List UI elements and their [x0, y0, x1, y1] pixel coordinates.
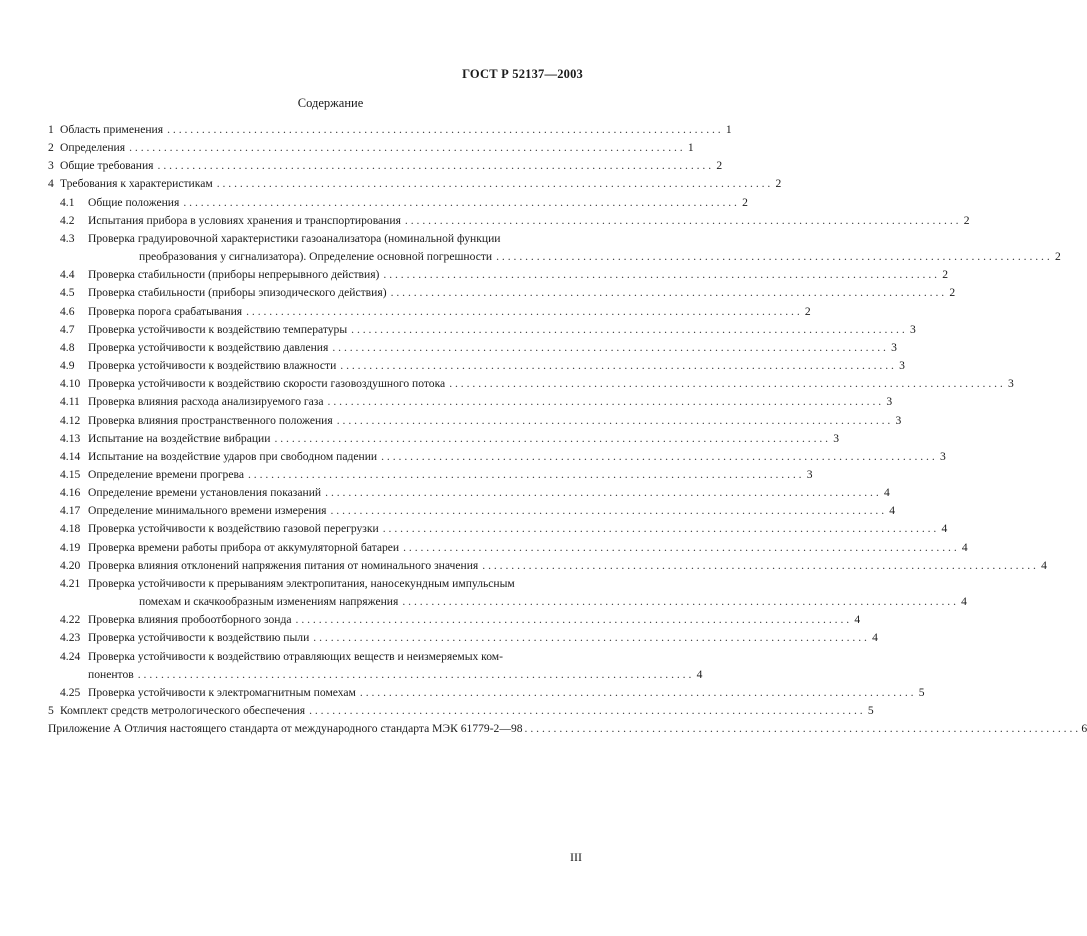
toc-entry[interactable]: [48, 284, 956, 302]
toc-entry-title: Проверка устойчивости к воздействию давления: [88, 340, 329, 354]
toc-entry-title: Проверка устойчивости к воздействию температуры: [88, 322, 348, 336]
toc-entry-number: 4.10: [60, 377, 81, 391]
page-number: III: [570, 850, 582, 864]
toc-entry-number: 4.1: [60, 195, 75, 209]
toc-entry-page: 4: [854, 613, 861, 627]
dot-leader: [449, 375, 1003, 393]
dot-leader: [383, 520, 937, 538]
toc-entry-page: 2: [942, 268, 949, 282]
toc-entry-title: Область применения: [60, 123, 164, 136]
toc-title: Содержание: [297, 96, 364, 110]
toc-entry-number: 4.12: [60, 413, 81, 427]
toc-entry-page: 3: [895, 413, 902, 427]
toc-entry[interactable]: [48, 212, 970, 230]
toc-entry-page: 4: [961, 540, 968, 554]
toc-entry-number: 1: [48, 123, 54, 136]
toc-entry-number: 4.3: [60, 231, 75, 245]
dot-leader: [183, 194, 737, 212]
toc-entry-title: Проверка устойчивости к электромагнитным помехам: [88, 685, 356, 699]
toc-entry[interactable]: [48, 539, 968, 557]
toc-entry-number: 4.4: [60, 268, 75, 282]
dot-leader: [351, 321, 905, 339]
toc-entry-number: 4.15: [60, 467, 81, 481]
toc-entry-title: Испытание на воздействие вибрации: [88, 431, 271, 445]
dot-leader: [129, 139, 683, 157]
toc-entry-title: Проверка влияния пространственного положения: [88, 413, 333, 427]
dot-leader: [296, 611, 850, 629]
toc-entry-title: Проверка градуировочной характеристики газоанализатора (номинальной функции: [88, 231, 501, 245]
toc-entry-title: Проверка влияния пробоотборного зонда: [88, 613, 292, 627]
toc-entry-number: 4.2: [60, 213, 75, 227]
toc-entry-number: 4.24: [60, 649, 81, 663]
toc-entry-page: 1: [725, 123, 732, 136]
toc-entry-number: 4.9: [60, 359, 75, 373]
toc-entry-number: 2: [48, 141, 54, 155]
toc-entry-page: 3: [886, 395, 893, 409]
toc-entry-number: 4.23: [60, 631, 81, 645]
dot-leader: [328, 393, 882, 411]
dot-leader: [330, 502, 884, 520]
toc-entry-number: 4.14: [60, 449, 81, 463]
toc-entry-number: 4.16: [60, 486, 81, 500]
dot-leader: [381, 448, 935, 466]
dot-leader: [391, 284, 945, 302]
toc-entry-page: 2: [716, 159, 723, 173]
toc-entry-page: 4: [872, 631, 878, 645]
toc-entry[interactable]: [48, 121, 732, 139]
toc-entry[interactable]: [48, 139, 694, 157]
toc-entry-page: 1: [687, 141, 694, 155]
toc-entry[interactable]: [48, 430, 840, 448]
dot-leader: [158, 157, 712, 175]
table-of-contents: [48, 121, 1087, 738]
toc-entry-title: Комплект средств метрологического обеспечения: [60, 704, 306, 717]
toc-entry-title: Проверка устойчивости к воздействию газовой перегрузки: [88, 522, 379, 536]
toc-entry-title: Испытание на воздействие ударов при свободном падении: [88, 449, 378, 463]
toc-entry[interactable]: [48, 702, 874, 720]
toc-entry-number: 3: [48, 159, 54, 173]
toc-entry-page: 3: [939, 449, 946, 463]
toc-entry[interactable]: [48, 448, 946, 466]
toc-entry-page: 2: [775, 177, 782, 191]
dot-leader: [383, 266, 937, 284]
toc-entry-appendix[interactable]: [48, 720, 1087, 738]
toc-entry-number: 4.19: [60, 540, 81, 554]
toc-entry[interactable]: [48, 230, 1061, 266]
toc-entry[interactable]: [48, 393, 893, 411]
toc-entry-number: 4.6: [60, 304, 75, 318]
toc-entry[interactable]: [48, 266, 949, 284]
toc-entry-number: 4.25: [60, 685, 81, 699]
toc-entry-page: 4: [889, 504, 896, 518]
toc-entry[interactable]: [48, 303, 811, 321]
toc-entry-title-continuation: помехам и скачкообразным изменениям напряжения: [139, 595, 399, 609]
appendix-page: 6: [1081, 722, 1087, 736]
toc-entry[interactable]: [48, 484, 890, 502]
toc-entry-number: 4.8: [60, 340, 75, 354]
toc-entry-title-continuation: понентов: [88, 667, 134, 681]
toc-entry-number: 4.21: [60, 576, 81, 590]
dot-leader: [403, 539, 957, 557]
toc-entry-page: 4: [883, 486, 890, 500]
dot-leader: [217, 175, 771, 193]
toc-entry-title: Проверка устойчивости к воздействию пыли: [88, 631, 310, 645]
dot-leader: [340, 357, 894, 375]
toc-entry-number: 4: [48, 177, 54, 191]
toc-entry-title: Проверка влияния отклонений напряжения питания от номинального значения: [88, 558, 479, 572]
toc-entry-title: Проверка устойчивости к прерываниям электропитания, наносекундным импульсным: [88, 576, 515, 590]
toc-entry[interactable]: [48, 557, 1047, 575]
toc-entry-page: 5: [867, 704, 874, 717]
dot-leader: [496, 248, 1050, 266]
toc-entry-title: Проверка времени работы прибора от аккумуляторной батареи: [88, 540, 400, 554]
toc-entry-page: 4: [941, 522, 948, 536]
toc-entry-page: 2: [949, 286, 956, 300]
toc-entry-title: Проверка стабильности (приборы эпизодического действия): [88, 286, 387, 300]
toc-entry-page: 2: [963, 213, 970, 227]
toc-entry-title: Общие требования: [60, 159, 154, 173]
toc-entry[interactable]: [48, 321, 916, 339]
toc-entry-number: 4.5: [60, 286, 75, 300]
toc-entry-number: 4.22: [60, 613, 81, 627]
toc-entry-title: Определения: [60, 141, 126, 155]
toc-entry-title: Определение минимального времени измерения: [88, 504, 327, 518]
toc-entry-number: 4.13: [60, 431, 81, 445]
toc-entry[interactable]: [48, 175, 782, 193]
toc-entry[interactable]: [48, 375, 1014, 393]
dot-leader: [248, 466, 802, 484]
toc-entry-title: Проверка устойчивости к воздействию скорости газовоздушного потока: [88, 377, 446, 391]
dot-leader: [482, 557, 1036, 575]
toc-entry[interactable]: [48, 412, 902, 430]
toc-entry[interactable]: [48, 357, 905, 375]
toc-entry-number: 4.20: [60, 558, 81, 572]
document-code: ГОСТ Р 52137—2003: [462, 67, 583, 81]
toc-entry-page: 3: [806, 467, 813, 481]
toc-entry-title: Требования к характеристикам: [60, 177, 213, 191]
toc-entry[interactable]: [48, 520, 948, 538]
toc-entry-number: 5: [48, 704, 54, 717]
dot-leader: [138, 666, 692, 684]
toc-entry-page: 3: [899, 359, 905, 373]
toc-entry-title-continuation: преобразования у сигнализатора). Определение основной погрешности: [139, 250, 493, 264]
toc-entry-title: Определение времени прогрева: [88, 467, 244, 481]
toc-entry-number: 4.18: [60, 522, 81, 536]
toc-entry-page: 2: [804, 304, 811, 318]
toc-entry-page: 2: [1054, 250, 1061, 264]
dot-leader: [360, 684, 914, 702]
dot-leader: [405, 212, 959, 230]
toc-entry[interactable]: [48, 502, 896, 520]
toc-entry[interactable]: [48, 339, 897, 357]
toc-entry[interactable]: [48, 466, 813, 484]
toc-entry-page: 3: [1008, 377, 1014, 391]
toc-entry-title: Проверка порога срабатывания: [88, 304, 243, 318]
toc-entry-title: Общие положения: [88, 195, 180, 209]
toc-entry-title: Испытания прибора в условиях хранения и транспортирования: [88, 213, 401, 227]
toc-entry-page: 2: [742, 195, 748, 209]
toc-entry[interactable]: [48, 611, 861, 629]
dot-leader: [309, 702, 863, 720]
dot-leader: [325, 484, 879, 502]
toc-entry[interactable]: [48, 629, 878, 647]
toc-entry-page: 5: [918, 685, 925, 699]
toc-entry-title: Проверка влияния расхода анализируемого газа: [88, 395, 324, 409]
toc-entry-page: 3: [833, 431, 840, 445]
toc-entry-number: 4.7: [60, 322, 75, 336]
toc-entry-page: 4: [696, 667, 703, 681]
toc-entry[interactable]: [48, 194, 748, 212]
toc-entry-number: 4.11: [60, 395, 80, 409]
toc-entry[interactable]: [48, 648, 703, 684]
dot-leader: [337, 412, 891, 430]
toc-entry-page: 3: [891, 340, 897, 354]
toc-entry-page: 4: [961, 595, 967, 609]
dot-leader: [246, 303, 800, 321]
dot-leader: [402, 593, 956, 611]
dot-leader: [525, 720, 1079, 738]
toc-entry-title: Проверка стабильности (приборы непрерывного действия): [88, 268, 380, 282]
dot-leader: [167, 121, 721, 139]
toc-entry[interactable]: [48, 684, 925, 702]
toc-entry-title: Определение времени установления показаний: [88, 486, 322, 500]
toc-entry-page: 3: [909, 322, 916, 336]
dot-leader: [332, 339, 886, 357]
toc-entry-title: Проверка устойчивости к воздействию отравляющих веществ и неизмеряемых ком-: [88, 649, 503, 663]
appendix-title: Приложение А Отличия настоящего стандарта от международного стандарта МЭК 61779-2—98: [48, 722, 523, 736]
toc-entry-page: 4: [1041, 558, 1047, 572]
toc-entry[interactable]: [48, 575, 967, 611]
toc-entry-number: 4.17: [60, 504, 81, 518]
toc-entry[interactable]: [48, 157, 723, 175]
dot-leader: [313, 629, 867, 647]
toc-entry-title: Проверка устойчивости к воздействию влажности: [88, 359, 337, 373]
dot-leader: [274, 430, 828, 448]
